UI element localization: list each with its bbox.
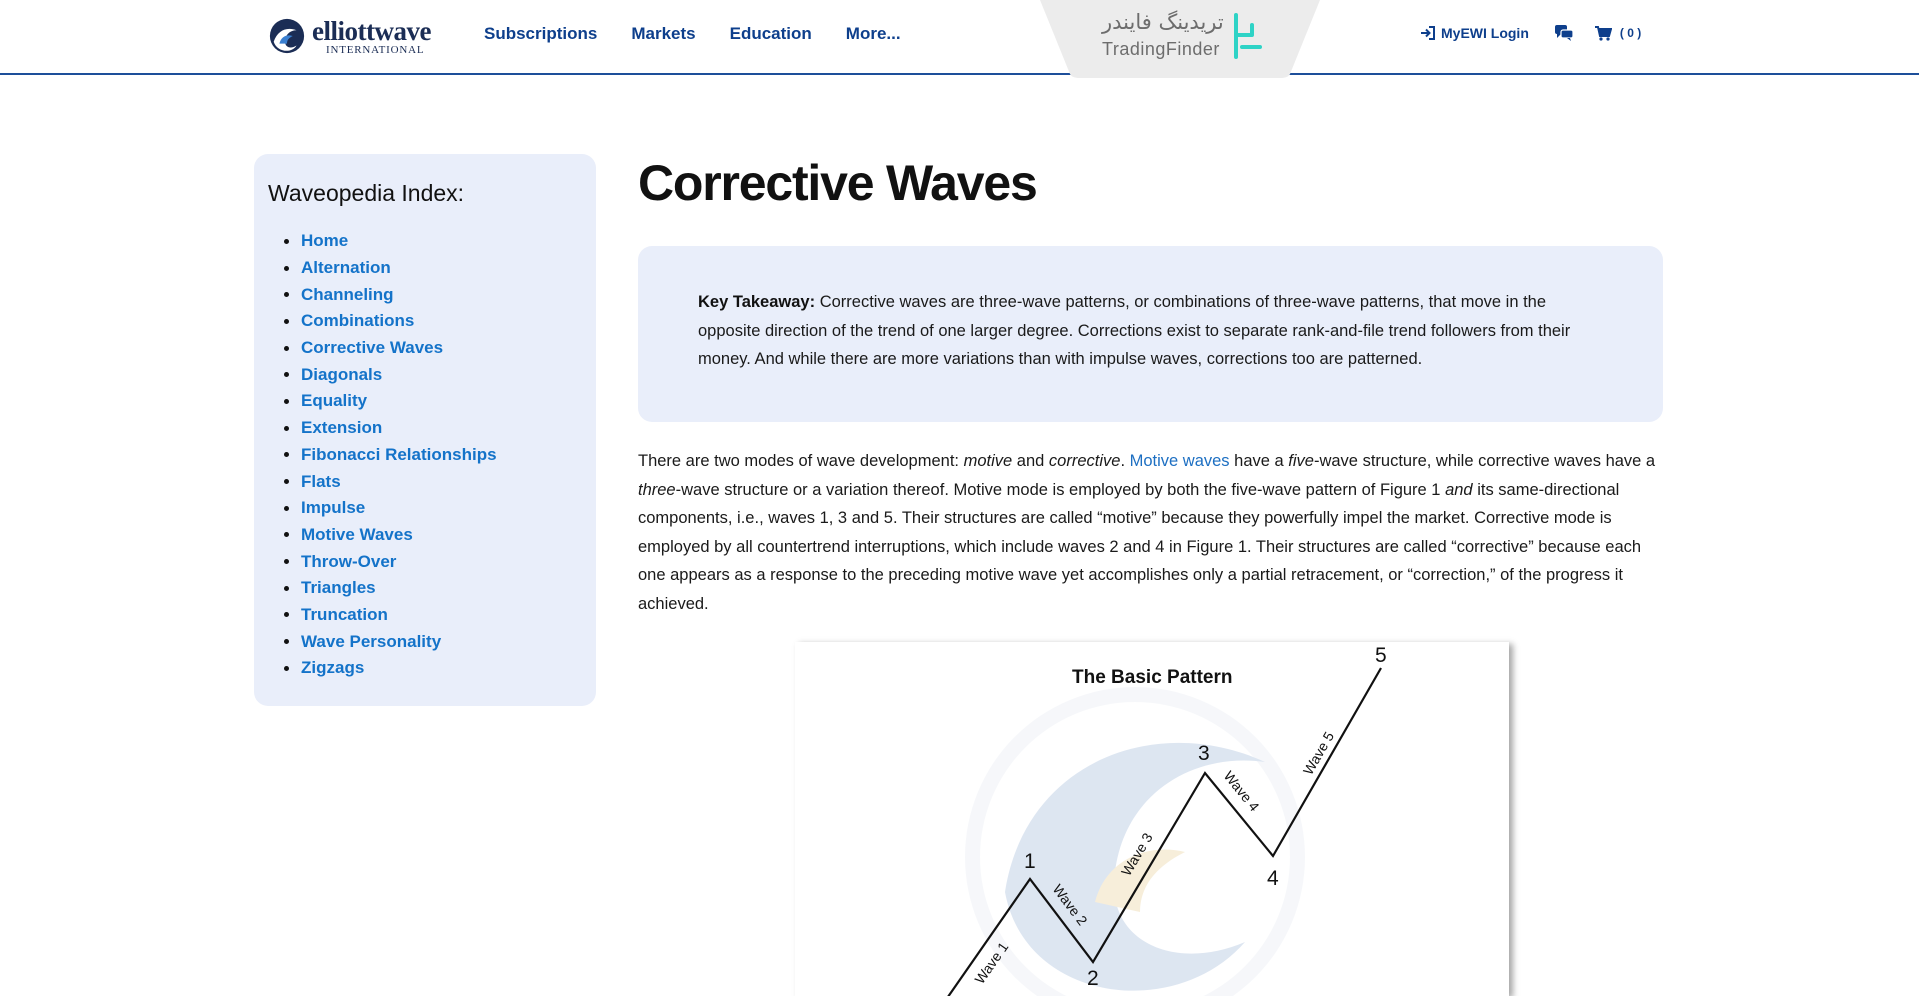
list-item [268, 628, 497, 655]
watermark-english-text: TradingFinder [1102, 39, 1220, 59]
cart-count: ( 0 ) [1619, 26, 1642, 40]
list-item [268, 468, 497, 495]
sidebar-item-channeling[interactable]: Channeling [301, 284, 394, 304]
bullet-icon [284, 319, 289, 324]
watermark-persian-text: تریدینگ فایندر [1102, 10, 1224, 34]
bullet-icon [284, 532, 289, 537]
point-label-4: 4 [1267, 867, 1279, 890]
list-item [268, 442, 497, 469]
list-item [268, 228, 497, 255]
sidebar-item-alternation[interactable]: Alternation [301, 258, 391, 278]
nav-education[interactable]: Education [729, 24, 812, 43]
paragraph-text: -wave structure or a variation thereof. Motive mode is employed by both the five-wave pattern of Figure 1 [675, 480, 1446, 499]
bullet-icon [284, 586, 289, 591]
bullet-icon [284, 266, 289, 271]
bullet-icon [284, 666, 289, 671]
login-label: MyEWI Login [1441, 25, 1529, 41]
paragraph-emphasis: motive [963, 452, 1013, 470]
sidebar-title: Waveopedia Index: [268, 180, 465, 206]
paragraph-text: -wave structure, while corrective waves have a [1313, 452, 1656, 470]
bullet-icon [284, 639, 289, 644]
point-label-3: 3 [1198, 742, 1210, 765]
bullet-icon [284, 372, 289, 377]
list-item [268, 388, 497, 415]
list-item [268, 281, 497, 308]
paragraph-emphasis: corrective [1048, 452, 1121, 470]
sidebar-item-corrective-waves[interactable]: Corrective Waves [301, 338, 444, 358]
sidebar-item-throw-over[interactable]: Throw-Over [301, 551, 397, 571]
main-nav [484, 24, 935, 44]
sidebar-item-wave-personality[interactable]: Wave Personality [301, 631, 442, 651]
bullet-icon [284, 612, 289, 617]
cart-icon [1595, 26, 1612, 41]
wave-label-5: Wave 5 [1299, 728, 1338, 778]
list-item [268, 522, 497, 549]
figure-title: The Basic Pattern [1072, 667, 1233, 688]
nav-markets[interactable]: Markets [631, 24, 696, 43]
bullet-icon [284, 426, 289, 431]
top-navigation-bar [0, 0, 1919, 75]
sidebar-item-home[interactable]: Home [301, 231, 349, 251]
tradingfinder-logo-icon [1232, 13, 1264, 59]
bullet-icon [284, 506, 289, 511]
sidebar-item-impulse[interactable]: Impulse [301, 498, 366, 518]
list-item [268, 575, 497, 602]
list-item [268, 361, 497, 388]
sidebar-item-truncation[interactable]: Truncation [301, 604, 388, 624]
sidebar-item-equality[interactable]: Equality [301, 391, 368, 411]
bullet-icon [284, 239, 289, 244]
page-title: Corrective Waves [638, 155, 1037, 211]
wave-logo-icon [268, 17, 306, 55]
wave-label-4: Wave 4 [1220, 767, 1263, 815]
wave-label-1: Wave 1 [971, 939, 1012, 987]
paragraph-text: There are two modes of wave development: [638, 452, 964, 470]
bullet-icon [284, 292, 289, 297]
bullet-icon [284, 346, 289, 351]
cart-button[interactable] [1595, 26, 1641, 41]
logo-wordmark: elliottwave [312, 16, 431, 46]
key-takeaway-text [698, 288, 1598, 374]
point-label-1: 1 [1024, 850, 1036, 873]
sidebar-item-fibonacci-relationships[interactable]: Fibonacci Relationships [301, 444, 497, 464]
paragraph-emphasis: five [1288, 452, 1314, 470]
list-item [268, 602, 497, 629]
list-item [268, 548, 497, 575]
paragraph-text: its same-directional components, i.e., waves 1, 3 and 5. Their structures are called “motive” because they powerfully impel the market. Corrective mode is employed by all countertrend interruptions, which include waves 2 and 4 in Figure 1. Their structures are called “corrective” because each one appears as a response to the preceding motive wave yet accomplishes only a partial retracement, or “correction,” of the progress it achieved. [638, 480, 1642, 613]
point-label-5: 5 [1375, 644, 1387, 667]
paragraph-emphasis: three [638, 480, 676, 499]
list-item [268, 655, 497, 682]
bullet-icon [284, 559, 289, 564]
intro-paragraph [638, 447, 1663, 618]
list-item [268, 308, 497, 335]
logo-subtitle: INTERNATIONAL [326, 44, 425, 56]
basic-pattern-diagram [795, 642, 1509, 996]
sidebar-index-list [268, 228, 497, 682]
sidebar-item-extension[interactable]: Extension [301, 418, 383, 438]
sidebar-item-combinations[interactable]: Combinations [301, 311, 415, 331]
point-label-2: 2 [1087, 967, 1099, 990]
paragraph-text: have a [1229, 452, 1289, 470]
list-item [268, 495, 497, 522]
list-item [268, 255, 497, 282]
sidebar-item-motive-waves[interactable]: Motive Waves [301, 524, 413, 544]
sidebar-item-flats[interactable]: Flats [301, 471, 341, 491]
basic-pattern-figure [795, 642, 1509, 996]
list-item [268, 415, 497, 442]
list-item [268, 335, 497, 362]
chat-icon[interactable] [1555, 25, 1573, 41]
bullet-icon [284, 399, 289, 404]
login-arrow-icon [1420, 26, 1435, 40]
sidebar-item-diagonals[interactable]: Diagonals [301, 364, 383, 384]
motive-waves-link[interactable]: Motive waves [1129, 452, 1230, 470]
paragraph-emphasis: and [1445, 480, 1473, 499]
nav-subscriptions[interactable]: Subscriptions [484, 24, 598, 43]
elliottwave-logo[interactable] [268, 16, 438, 58]
bullet-icon [284, 479, 289, 484]
myewi-login-link[interactable] [1420, 25, 1529, 41]
key-takeaway-box [638, 246, 1663, 422]
wave-label-3: Wave 3 [1117, 830, 1156, 879]
waveopedia-sidebar [254, 154, 596, 706]
sidebar-item-zigzags[interactable]: Zigzags [301, 658, 365, 678]
header-tools [1420, 25, 1641, 41]
paragraph-text: . [1120, 452, 1130, 470]
key-takeaway-body: Corrective waves are three-wave patterns, or combinations of three-wave patterns, that move in the opposite direction of the trend of one larger degree. Corrections exist to separate rank-and-file trend followers from their money. And while there are more variations than with impulse waves, corrections too are patterned. [698, 293, 1571, 368]
wave-label-2: Wave 2 [1049, 881, 1091, 929]
tradingfinder-watermark [1040, 0, 1320, 78]
key-takeaway-label: Key Takeaway: [698, 293, 816, 311]
paragraph-text: and [1012, 452, 1049, 470]
nav-more[interactable]: More... [845, 24, 901, 43]
sidebar-item-triangles[interactable]: Triangles [301, 578, 376, 598]
bullet-icon [284, 452, 289, 457]
